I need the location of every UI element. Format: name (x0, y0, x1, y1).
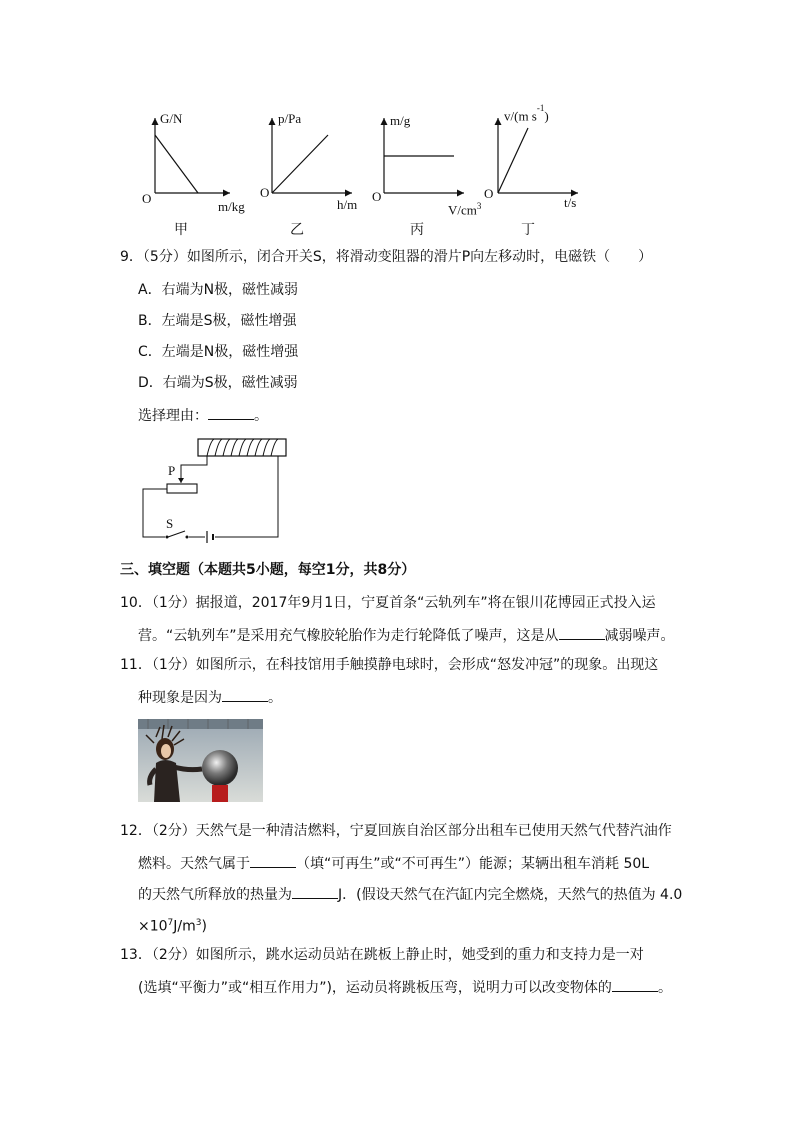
graph-ding-ylabel: v/(m $s^{-1}$) (504, 103, 549, 124)
electromagnet-coil (207, 439, 278, 456)
circuit-label-s: S (166, 516, 174, 531)
q9-option-c: C．左端是N极，磁性增强 (138, 344, 299, 360)
graph-jia-ylabel: G/N (160, 111, 183, 126)
q9-option-a: A．右端为N极，磁性减弱 (138, 282, 299, 298)
static-ball-photo (138, 719, 263, 802)
q12-line1: 12．（2分）天然气是一种清洁燃料，宁夏回族自治区部分出租车已使用天然气代替汽油作 (120, 823, 672, 839)
q12-blank1[interactable] (250, 853, 296, 868)
graph-yi-line (272, 135, 328, 193)
section3-title: 三、填空题（本题共5小题，每空1分，共8分） (120, 562, 416, 578)
graph-ding (498, 118, 578, 193)
graph-jia-origin: O (142, 191, 152, 206)
graph-ding-line (498, 128, 528, 193)
graph-ding-caption: 丁 (521, 222, 535, 238)
q10-line2: 营。“云轨列车”是采用充气橡胶轮胎作为走行轮降低了噪声，这是从 减弱噪声。 (138, 625, 675, 645)
graph-yi-ylabel: p/Pa (278, 111, 302, 126)
rheostat (167, 484, 197, 493)
circuit-label-p: P (168, 463, 176, 478)
q9-option-d: D．右端为S极，磁性减弱 (138, 375, 298, 391)
q12-line3: 的天然气所释放的热量为 J．(假设天然气在汽缸内完全燃烧，天然气的热值为 4.0 (138, 884, 682, 904)
graph-yi (272, 118, 352, 193)
q10-line1: 10．（1分）据报道，2017年9月1日，宁夏首条“云轨列车”将在银川花博园正式投入运 (120, 595, 656, 611)
circuit-diagram (135, 435, 295, 545)
q12-blank2[interactable] (292, 884, 338, 899)
graph-jia-line (155, 135, 198, 193)
graph-bing-caption: 丙 (410, 222, 424, 238)
q11-line2: 种现象是因为 。 (138, 687, 282, 707)
q9-option-b: B．左端是S极，磁性增强 (138, 313, 297, 329)
graph-bing-origin: O (372, 189, 382, 204)
q13-line1: 13．（2分）如图所示，跳水运动员站在跳板上静止时，她受到的重力和支持力是一对 (120, 947, 644, 963)
q12-line4: $\times 10^7J/m^3$) (138, 918, 207, 935)
q9-reason-blank[interactable] (208, 405, 254, 420)
graph-bing (384, 118, 464, 193)
q11-line1: 11．（1分）如图所示，在科技馆用手触摸静电球时，会形成“怒发冲冠”的现象。出现这 (120, 657, 659, 673)
graph-yi-caption: 乙 (290, 222, 304, 238)
graph-jia-caption: 甲 (174, 222, 188, 238)
q10-blank[interactable] (559, 625, 605, 640)
graph-jia (155, 118, 230, 193)
q12-line2: 燃料。天然气属于 （填“可再生”或“不可再生”）能源；某辆出租车消耗 50L (138, 853, 649, 873)
graph-yi-origin: O (260, 185, 270, 200)
graph-yi-xlabel: h/m (337, 197, 358, 212)
graph-bing-ylabel: m/g (390, 113, 411, 128)
graph-bing-xlabel: $V/cm^3$ (448, 201, 482, 218)
q11-blank[interactable] (222, 687, 268, 702)
graph-ding-xlabel: t/s (564, 195, 577, 210)
graph-ding-origin: O (484, 186, 494, 201)
q9-stem: 9．（5分）如图所示，闭合开关S，将滑动变阻器的滑片P向左移动时，电磁铁（ ） (120, 249, 653, 265)
q13-blank[interactable] (612, 977, 658, 992)
q9-reason: 选择理由： 。 (138, 405, 268, 425)
graph-jia-xlabel: m/kg (218, 199, 245, 214)
q13-line2: (选填“平衡力”或“相互作用力”)，运动员将跳板压弯，说明力可以改变物体的 。 (138, 977, 672, 997)
